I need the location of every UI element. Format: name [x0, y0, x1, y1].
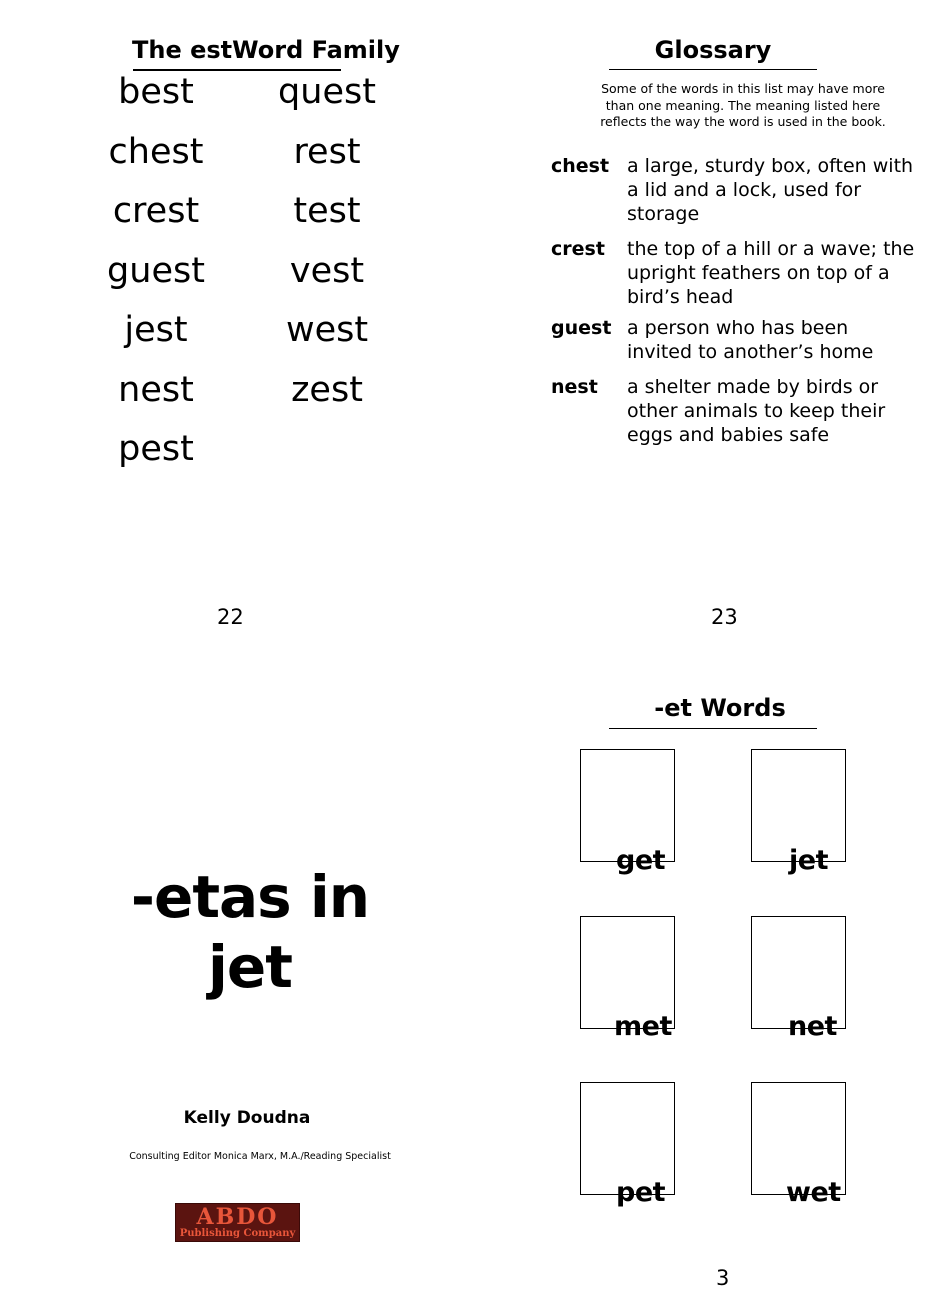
- family-word: vest: [289, 250, 365, 291]
- consulting-editor: Consulting Editor Monica Marx, M.A./Reading Specialist: [129, 1151, 391, 1162]
- word-label-jet: jet: [789, 845, 828, 876]
- glossary-underline: [609, 69, 817, 70]
- et-words-underline: [609, 728, 817, 729]
- glossary-definition: a shelter made by birds or other animals to keep their eggs and babies safe: [627, 376, 886, 446]
- book-title-line-2: jet: [208, 933, 292, 1001]
- glossary-definition: the top of a hill or a wave; the upright feathers on top of a bird’s head: [627, 238, 915, 308]
- family-word: quest: [278, 72, 376, 112]
- family-word: west: [285, 310, 369, 350]
- glossary-note: Some of the words in this list may have more than one meaning. The meaning listed here reflects the way the word is used in the book.: [600, 81, 886, 129]
- word-label-net: net: [788, 1011, 837, 1042]
- glossary-term: crest: [551, 238, 605, 260]
- glossary-definition: a person who has been invited to another’s home: [627, 317, 874, 363]
- book-title: [100, 862, 400, 1002]
- page-number-22: 22: [217, 605, 244, 629]
- glossary-definition: a large, sturdy box, often with a lid and a lock, used for storage: [627, 155, 914, 225]
- family-word: best: [118, 72, 194, 112]
- word-label-get: get: [616, 845, 666, 876]
- logo-subtitle: Publishing Company: [179, 1228, 296, 1239]
- family-word: pest: [118, 429, 194, 469]
- word-column-left: [71, 70, 241, 487]
- family-word: guest: [107, 250, 205, 291]
- et-words-title: -et Words: [654, 694, 786, 722]
- glossary-term: guest: [551, 317, 612, 339]
- glossary-term: chest: [551, 155, 610, 177]
- book-title-line-1: -etas in: [130, 863, 370, 931]
- word-label-met: met: [614, 1011, 672, 1042]
- word-column-right: [242, 70, 412, 427]
- family-word: jest: [124, 310, 188, 350]
- family-word: nest: [118, 369, 194, 410]
- family-word: rest: [293, 131, 361, 172]
- family-word: crest: [112, 191, 200, 231]
- author-name: Kelly Doudna: [183, 1108, 311, 1128]
- word-label-pet: pet: [616, 1177, 666, 1208]
- glossary-title: Glossary: [654, 36, 772, 64]
- word-label-wet: wet: [786, 1177, 841, 1208]
- page-number-3: 3: [716, 1266, 730, 1290]
- page-number-23: 23: [711, 605, 738, 629]
- logo-wordmark: ABDO: [196, 1204, 279, 1230]
- word-family-title: The estWord Family: [132, 36, 400, 64]
- publisher-logo: [175, 1203, 300, 1242]
- glossary-term: nest: [551, 376, 598, 398]
- family-word: test: [293, 191, 361, 231]
- family-word: zest: [291, 369, 363, 410]
- family-word: chest: [108, 131, 204, 172]
